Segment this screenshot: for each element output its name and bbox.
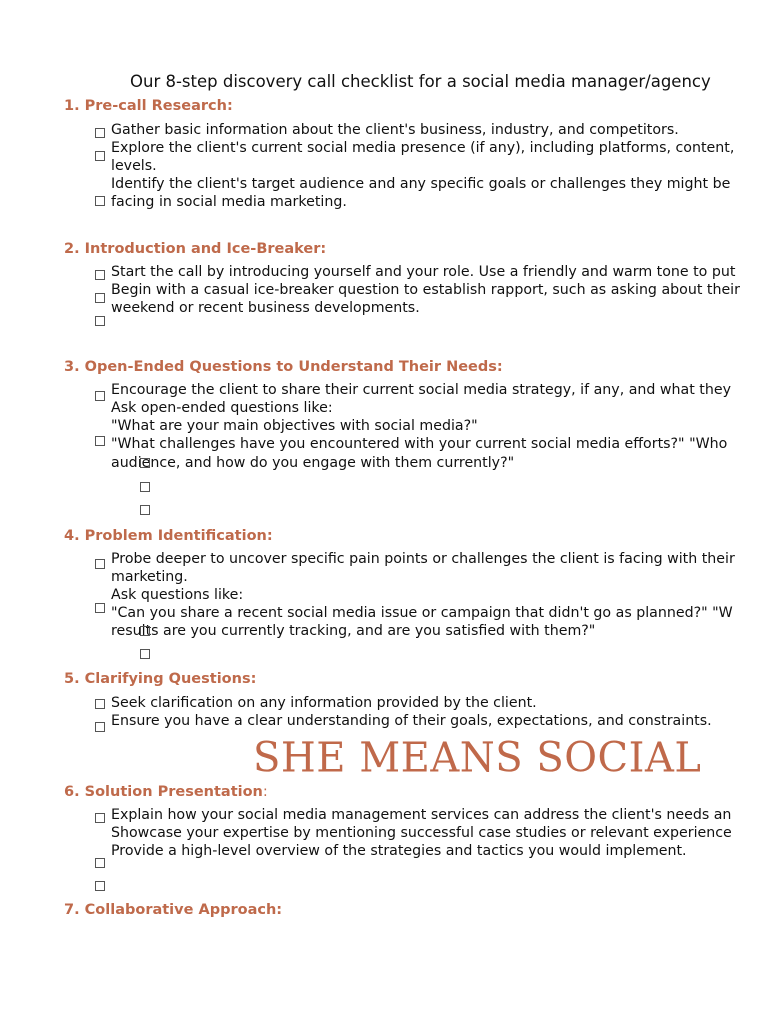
checkbox[interactable]	[95, 316, 105, 326]
checklist-text: "What challenges have you encountered with your current social media efforts?" "Who	[111, 436, 728, 452]
checkbox[interactable]	[140, 626, 150, 636]
checkbox[interactable]	[95, 128, 105, 138]
document-title: Our 8-step discovery call checklist for a social media manager/agency	[130, 72, 711, 91]
section-heading-open-ended-questions: 3. Open-Ended Questions to Understand Their Needs:	[64, 359, 503, 375]
checklist-text: Provide a high-level overview of the strategies and tactics you would implement.	[111, 843, 687, 859]
section-heading-solution-presentation	[64, 784, 268, 800]
checklist-text: Ask open-ended questions like:	[111, 400, 333, 416]
checklist-text: Seek clarification on any information provided by the client.	[111, 695, 537, 711]
checkbox[interactable]	[95, 270, 105, 280]
checklist-text: Start the call by introducing yourself and your role. Use a friendly and warm tone to put	[111, 264, 736, 280]
section-heading-problem-identification: 4. Problem Identification:	[64, 528, 273, 544]
checklist-text: audience, and how do you engage with them currently?"	[111, 455, 515, 471]
checklist-text: Begin with a casual ice-breaker question to establish rapport, such as asking about their	[111, 282, 740, 298]
checkbox[interactable]	[95, 722, 105, 732]
checklist-text: Encourage the client to share their current social media strategy, if any, and what they	[111, 382, 731, 398]
checklist-text: weekend or recent business developments.	[111, 300, 420, 316]
checkbox[interactable]	[140, 505, 150, 515]
checkbox[interactable]	[95, 603, 105, 613]
checkbox[interactable]	[140, 458, 150, 468]
checkbox[interactable]	[140, 482, 150, 492]
checklist-text: Identify the client's target audience and any specific goals or challenges they might be	[111, 176, 731, 192]
checklist-text: facing in social media marketing.	[111, 194, 347, 210]
checklist-text: levels.	[111, 158, 157, 174]
checklist-text: Probe deeper to uncover specific pain points or challenges the client is facing with their	[111, 551, 735, 567]
checkbox[interactable]	[95, 391, 105, 401]
checklist-text: marketing.	[111, 569, 188, 585]
checklist-text: Ensure you have a clear understanding of their goals, expectations, and constraints.	[111, 713, 712, 729]
checkbox[interactable]	[95, 699, 105, 709]
checklist-text: "Can you share a recent social media issue or campaign that didn't go as planned?" "W	[111, 605, 733, 621]
checkbox[interactable]	[95, 881, 105, 891]
checkbox[interactable]	[95, 559, 105, 569]
section-heading-pre-call-research: 1. Pre-call Research:	[64, 98, 233, 114]
checklist-text: Explain how your social media management services can address the client's needs an	[111, 807, 732, 823]
section-heading-clarifying-questions: 5. Clarifying Questions:	[64, 671, 257, 687]
checkbox[interactable]	[95, 151, 105, 161]
checklist-text: Gather basic information about the client's business, industry, and competitors.	[111, 122, 679, 138]
checkbox[interactable]	[95, 436, 105, 446]
checkbox[interactable]	[95, 293, 105, 303]
checkbox[interactable]	[95, 813, 105, 823]
checkbox[interactable]	[95, 858, 105, 868]
section-heading-introduction: 2. Introduction and Ice-Breaker:	[64, 241, 327, 257]
checkbox[interactable]	[140, 649, 150, 659]
section-heading-suffix: :	[262, 784, 268, 800]
checklist-text: "What are your main objectives with social media?"	[111, 418, 478, 434]
checkbox[interactable]	[95, 196, 105, 206]
section-heading-collaborative-approach: 7. Collaborative Approach:	[64, 902, 283, 918]
checklist-text: Explore the client's current social media presence (if any), including platforms, content,	[111, 140, 735, 156]
checklist-text: Ask questions like:	[111, 587, 244, 603]
section-heading-text: 6. Solution Presentation	[64, 784, 263, 800]
brand-logo-text: SHE MEANS SOCIAL	[253, 734, 702, 782]
checklist-text: results are you currently tracking, and are you satisfied with them?"	[111, 623, 596, 639]
checklist-text: Showcase your expertise by mentioning successful case studies or relevant experience	[111, 825, 732, 841]
